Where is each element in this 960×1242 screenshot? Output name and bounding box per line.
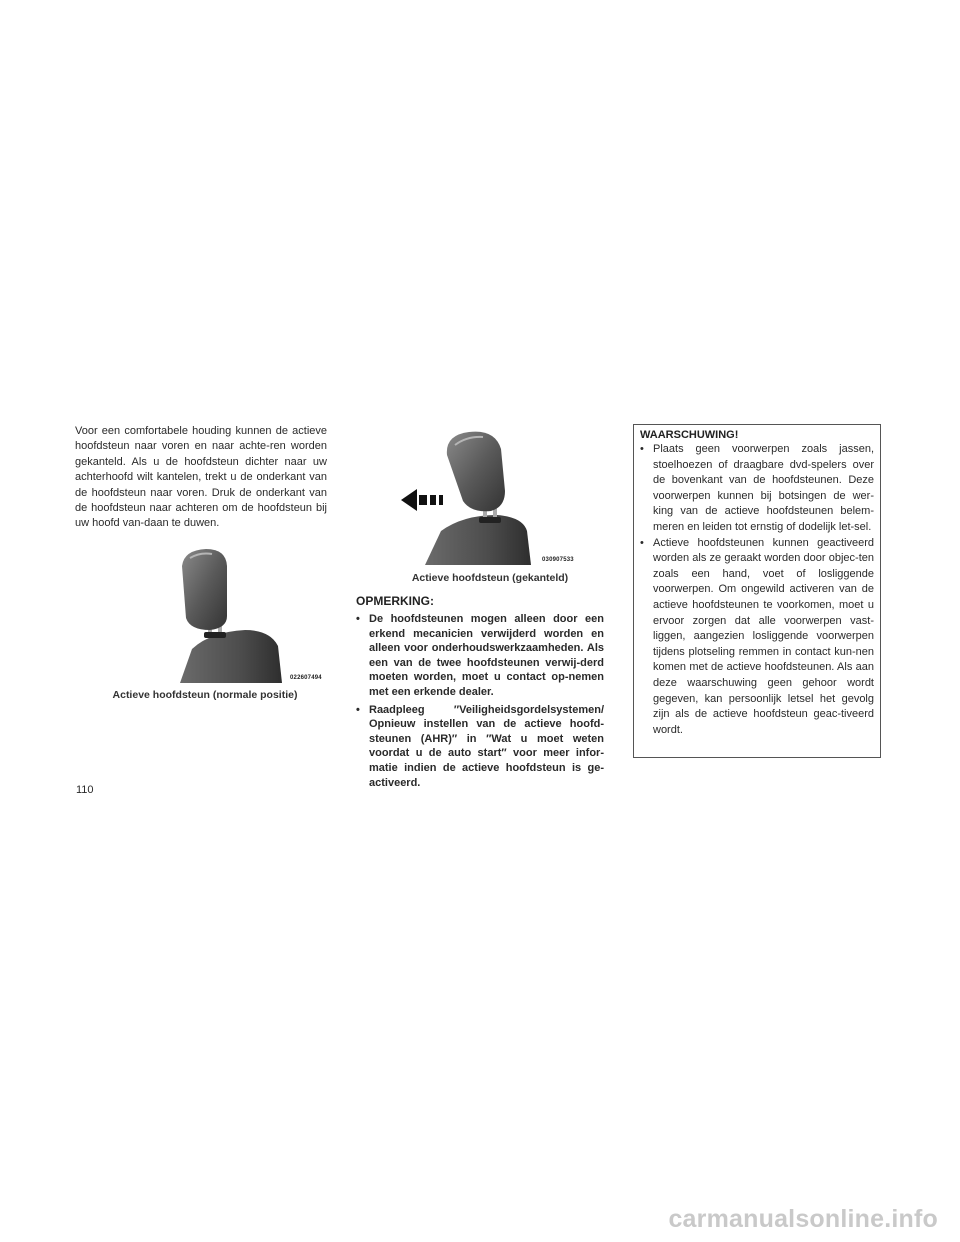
warning-item-text: Plaats geen voorwerpen zoals jassen, stoelhoezen of draagbare dvd-spelers over de bovenkant van de hoofdsteunen. Deze voorwerpen kunnen bij botsingen de wer-king van de actieve hoofdsteunen belem-meren en leiden tot ernstig of dodelijk let-sel. <box>653 443 874 533</box>
bullet: • <box>640 536 644 549</box>
bullet: • <box>640 443 644 455</box>
note-item-text: De hoofdsteunen mogen alleen door een erkend mecanicien verwijderd worden en alleen voor onderhoudswerkzaamheden. Als een van de twee hoofdsteunen verwij-derd moeten worden, moet u contact op-nemen met een erkende dealer. <box>369 613 604 698</box>
warning-box <box>633 424 881 758</box>
figure-code-normal: 022607494 <box>290 675 322 681</box>
page-number: 110 <box>76 784 94 796</box>
note-list <box>356 612 604 793</box>
list-item <box>640 536 874 739</box>
watermark: carmanualsonline.info <box>668 1205 938 1233</box>
figure-caption-normal: Actieve hoofdsteun (normale positie) <box>112 689 298 701</box>
list-item <box>356 703 604 791</box>
note-item-text: Raadpleeg ″Veiligheidsgordelsystemen/ Opnieuw instellen van de actieve hoofd-steunen (AHR)″ in ″Wat u moet weten voordat u de auto start″ voor meer infor-matie indien de actieve hoofdsteun is ge-activeerd. <box>369 703 604 789</box>
list-item <box>640 442 874 536</box>
bullet: • <box>356 613 360 625</box>
list-item <box>356 612 604 700</box>
bullet: • <box>356 703 360 716</box>
warning-item-text: Actieve hoofdsteunen kunnen geactiveerd worden als ze geraakt worden door objec-ten zoals een hand, voet of losliggende voorwerpen. Om ongewild activeren van de actieve hoofdsteunen te voorkomen, moet u ervoor zorgen dat alle voorwerpen vast-liggen, aangezien losliggende voorwerpen tijdens plotseling remmen in contact kun-nen komen met de actieve hoofdsteunen. Als aan deze waarschuwing geen gehoor wordt gegeven, kan persoonlijk letsel het gevolg zijn als de actieve hoofdsteun geac-tiveerd wordt. <box>653 536 874 736</box>
headrest-tilted-image <box>397 427 583 565</box>
figure-code-tilted: 030907533 <box>542 557 574 563</box>
intro-paragraph: Voor een comfortabele houding kunnen de actieve hoofdsteun naar voren en naar achte-ren worden gekanteld. Als u de hoofdsteun dichter naar uw achterhoofd wilt kantelen, trekt u de onderkant van de hoofdsteun naar voren. Druk de onderkant van de hoofdsteun naar achteren om de hoofdsteun bij uw hoofd van-daan te duwen. <box>75 425 327 530</box>
warning-title: WAARSCHUWING! <box>640 429 739 441</box>
figure-caption-tilted: Actieve hoofdsteun (gekanteld) <box>411 572 569 584</box>
headrest-normal-image <box>170 546 309 683</box>
note-heading: OPMERKING: <box>356 594 434 608</box>
warning-list <box>640 442 874 738</box>
